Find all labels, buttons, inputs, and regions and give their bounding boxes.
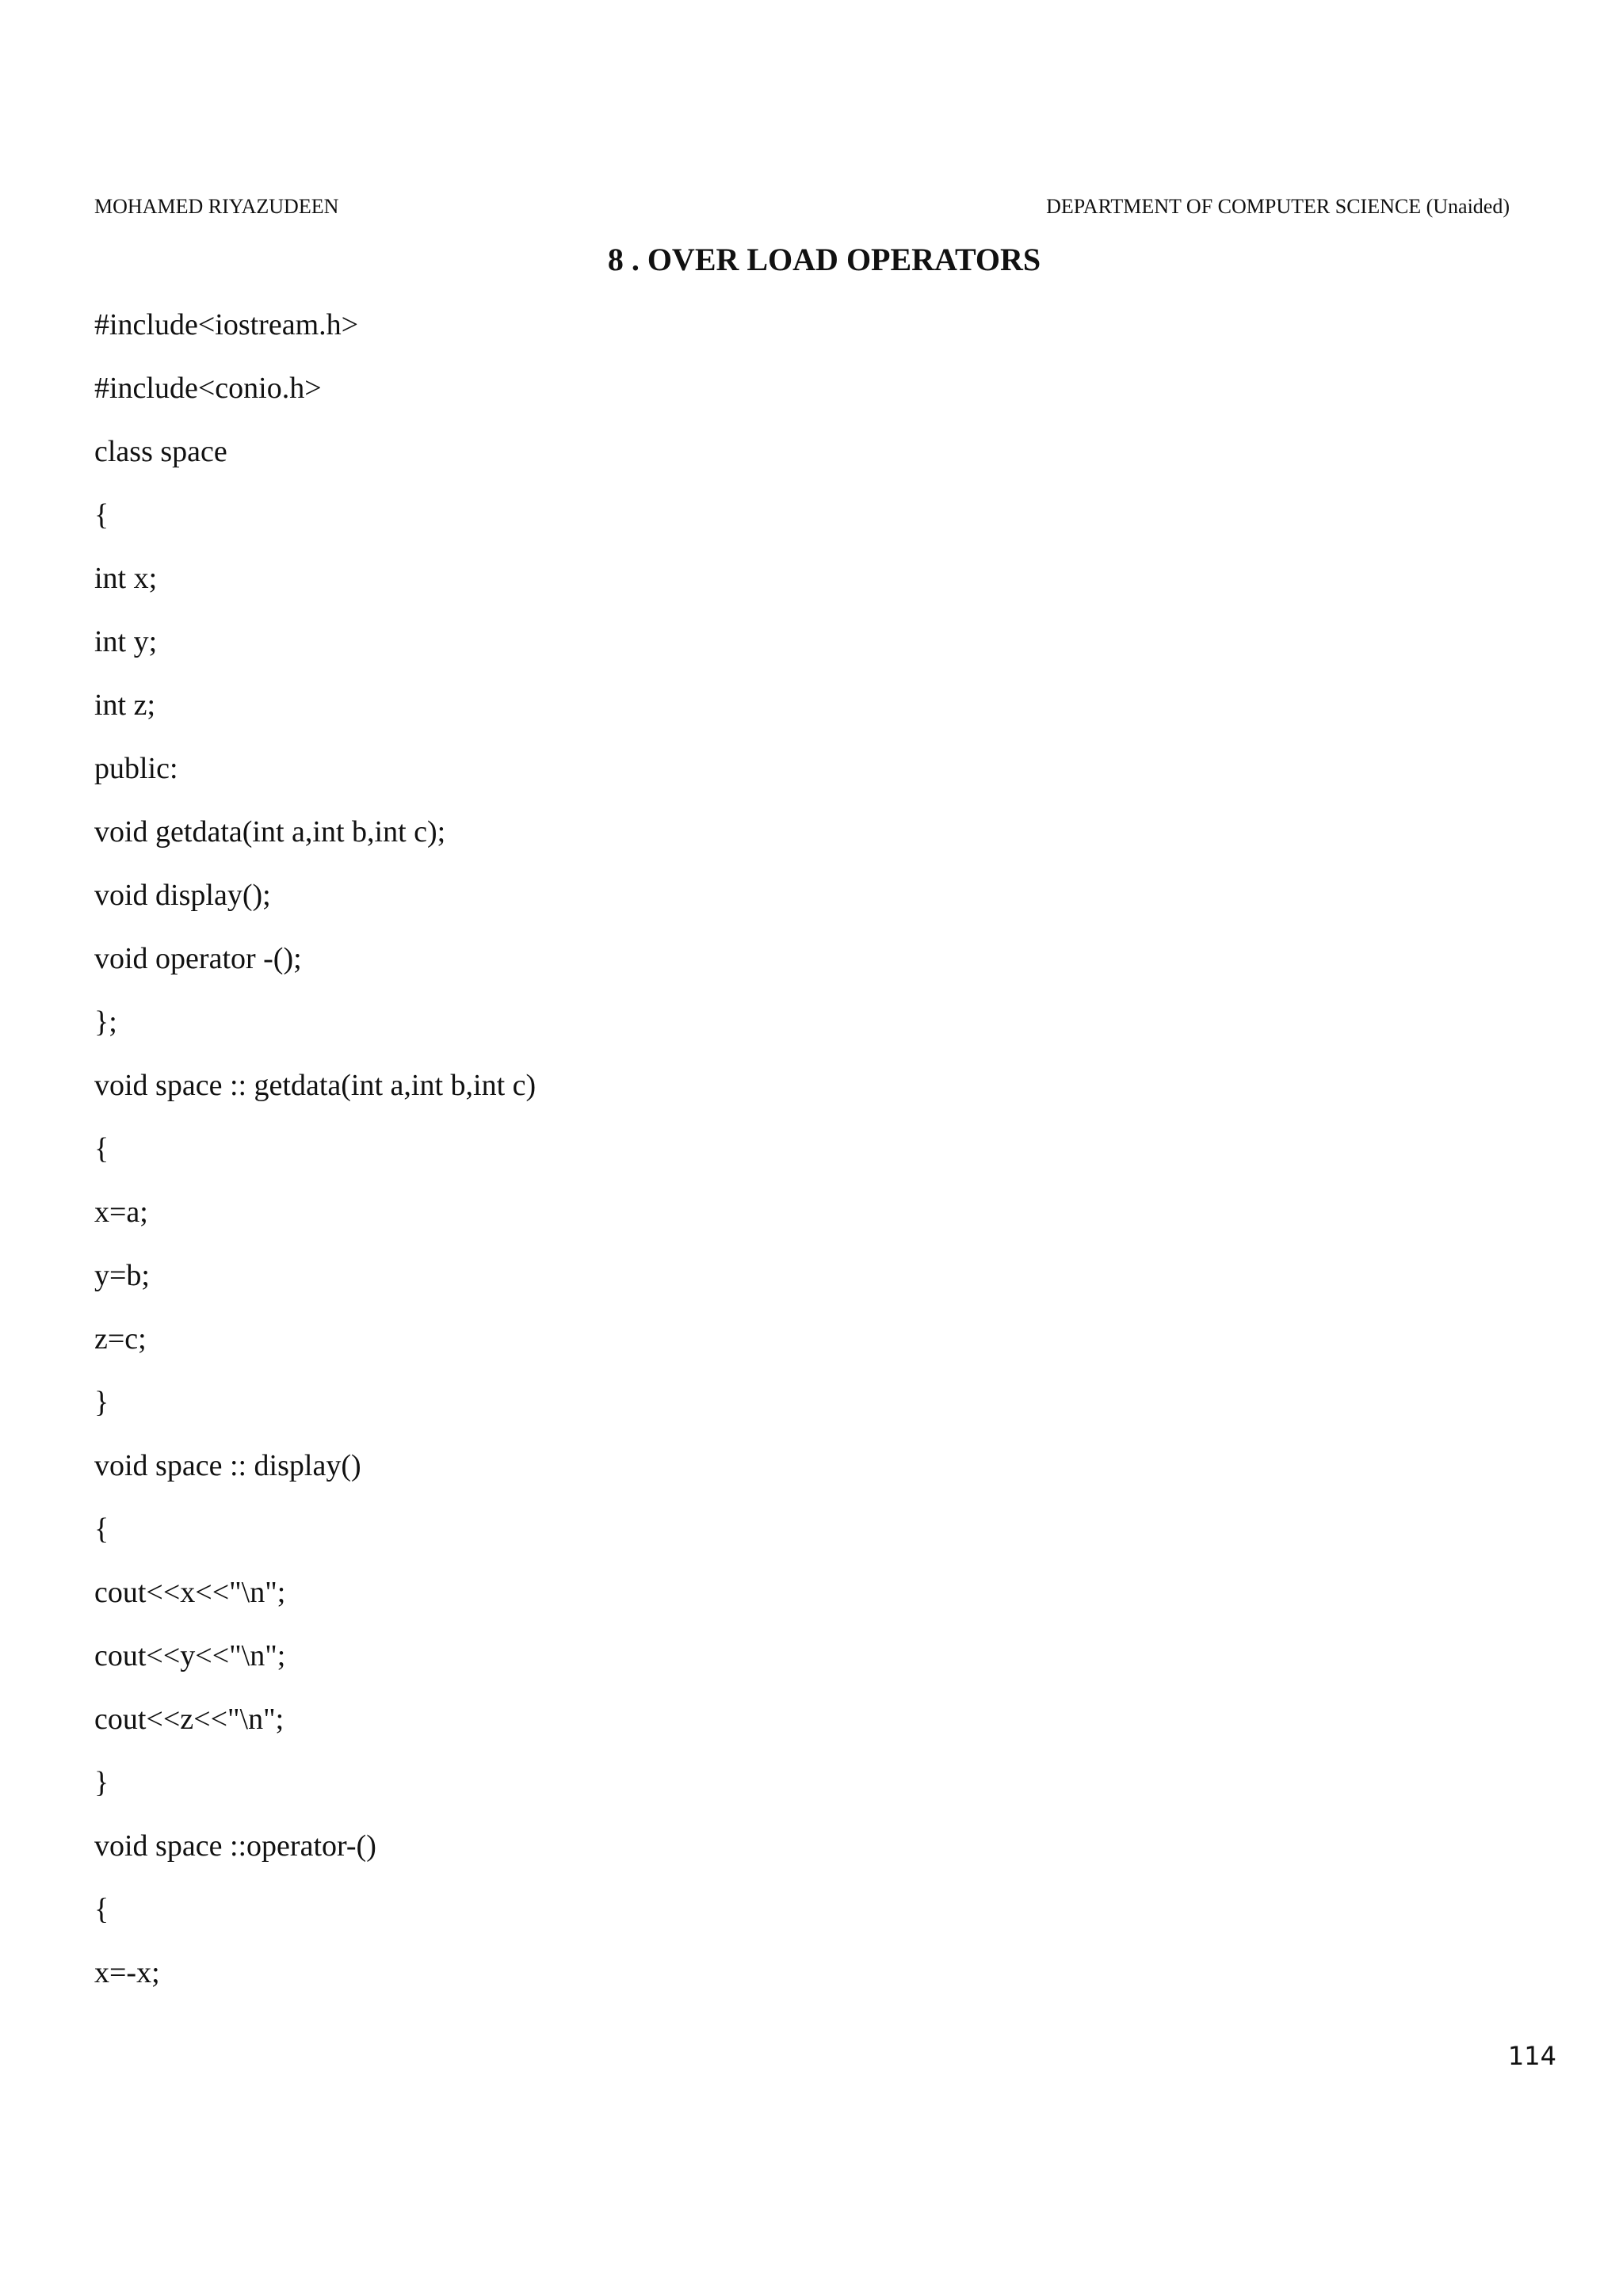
code-line: { <box>94 1512 109 1546</box>
code-line: } <box>94 1386 109 1419</box>
code-line: } <box>94 1766 109 1799</box>
code-line: #include<conio.h> <box>94 372 322 405</box>
header-author: MOHAMED RIYAZUDEEN <box>94 195 339 218</box>
code-line: int z; <box>94 688 156 722</box>
code-line: void space :: display() <box>94 1449 361 1482</box>
code-line: void space ::operator-() <box>94 1829 376 1863</box>
page-number: 114 <box>1507 2041 1556 2071</box>
code-line: int x; <box>94 562 158 595</box>
code-line: y=b; <box>94 1259 150 1292</box>
code-line: x=a; <box>94 1196 148 1229</box>
code-line: void space :: getdata(int a,int b,int c) <box>94 1069 537 1102</box>
code-line: public: <box>94 752 178 785</box>
code-line: void getdata(int a,int b,int c); <box>94 815 446 849</box>
code-line: x=-x; <box>94 1956 160 1989</box>
code-line: cout<<y<<"\n"; <box>94 1639 286 1672</box>
code-line: cout<<z<<"\n"; <box>94 1703 285 1736</box>
code-line: { <box>94 1893 109 1926</box>
code-line: #include<iostream.h> <box>94 308 359 341</box>
code-line: { <box>94 1132 109 1165</box>
code-line: void display(); <box>94 879 271 912</box>
code-line: cout<<x<<"\n"; <box>94 1576 286 1609</box>
section-title: 8 . OVER LOAD OPERATORS <box>607 242 1041 277</box>
code-line: }; <box>94 1005 117 1039</box>
code-line: { <box>94 498 109 532</box>
header-department: DEPARTMENT OF COMPUTER SCIENCE (Unaided) <box>1046 195 1510 218</box>
code-line: int y; <box>94 625 158 658</box>
code-listing <box>94 303 536 2014</box>
code-line: z=c; <box>94 1322 147 1356</box>
code-line: void operator -(); <box>94 942 302 975</box>
code-line: class space <box>94 435 227 468</box>
